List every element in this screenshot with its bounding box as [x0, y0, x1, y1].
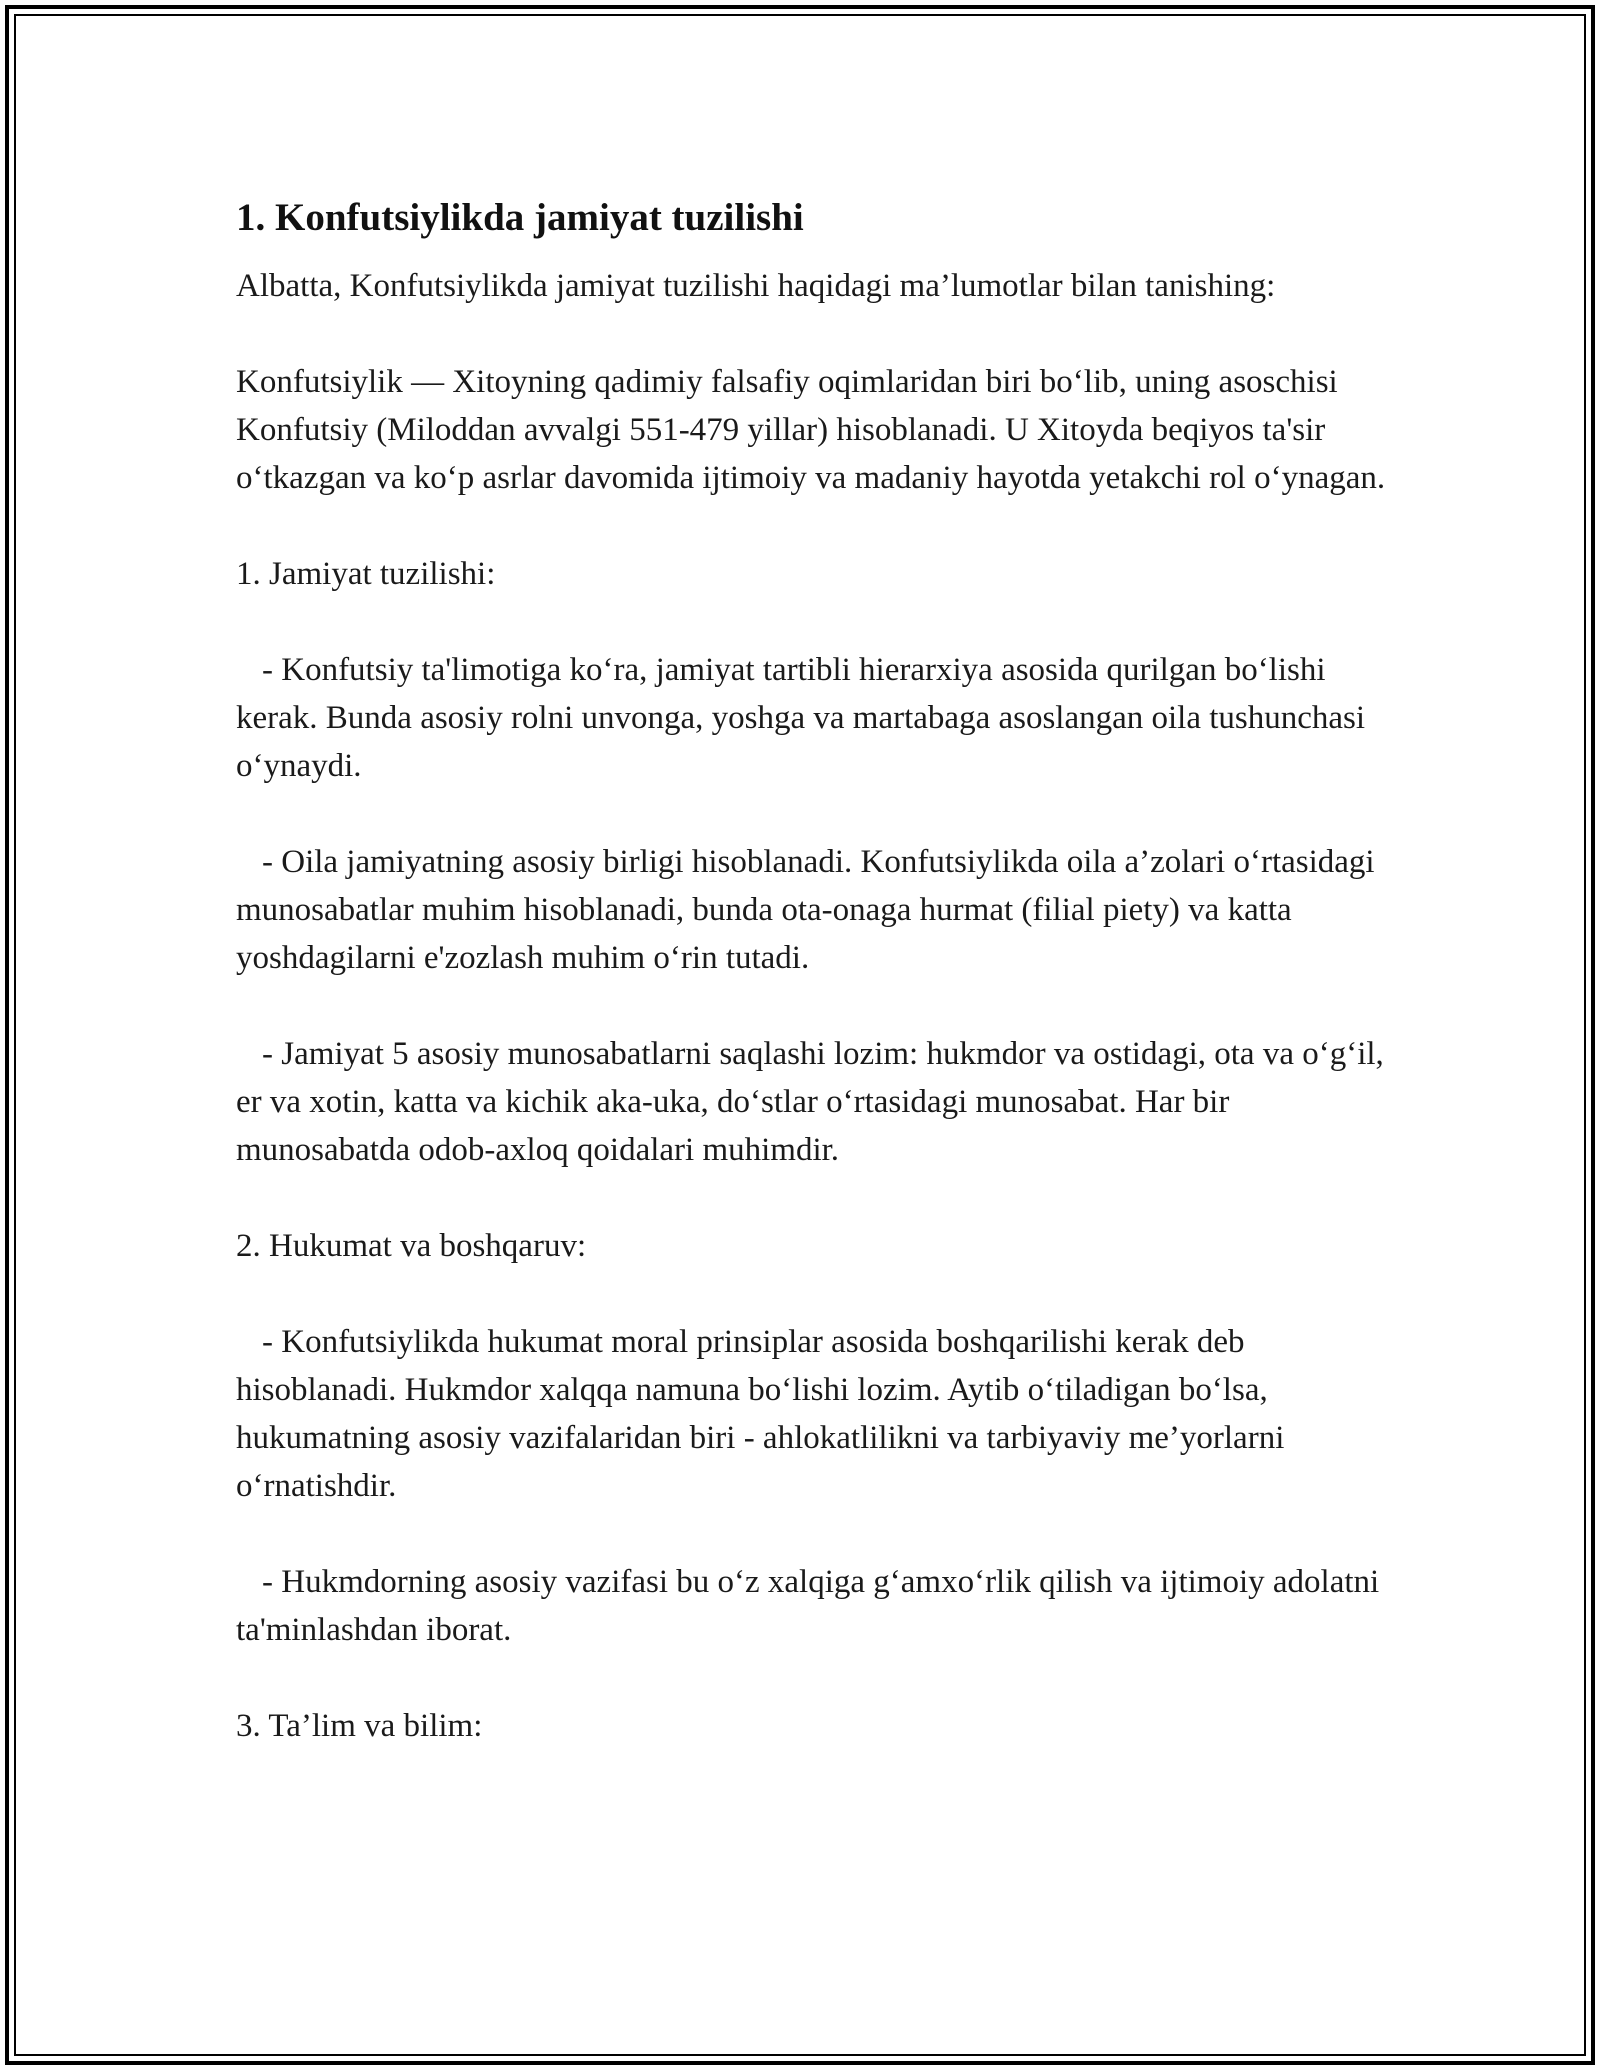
section-heading-society: 1. Jamiyat tuzilishi: — [236, 556, 496, 592]
intro-paragraph: Albatta, Konfutsiylikda jamiyat tuzilishi haqidagi ma’lumotlar bilan tanishing: — [236, 268, 1276, 304]
bullet-moral-government: - Konfutsiylikda hukumat moral prinsiplar asosida boshqarilishi kerak deb hisoblanadi. Hukmdor xalqqa namuna boʻlishi lozim. Aytib oʻtiladigan boʻlsa, hukumatning asosiy vazifalaridan biri - ahlokatlilikni va tarbiyaviy me’yorlarni oʻrnatishdir. — [236, 1324, 1293, 1504]
bullet-ruler-duty: - Hukmdorning asosiy vazifasi bu oʻz xalqiga gʻamxoʻrlik qilish va ijtimoiy adolatni ta'minlashdan iborat. — [236, 1564, 1388, 1648]
bullet-family: - Oila jamiyatning asosiy birligi hisoblanadi. Konfutsiylikda oila a’zolari oʻrtasidagi munosabatlar muhim hisoblanadi, bunda ota-onaga hurmat (filial piety) va katta yoshdagilarni e'zozlash muhim oʻrin tutadi. — [236, 844, 1383, 976]
document-body — [236, 190, 1393, 1750]
section-heading-government: 2. Hukumat va boshqaruv: — [236, 1228, 587, 1264]
document-heading: 1. Konfutsiylikda jamiyat tuzilishi — [236, 196, 804, 239]
bullet-hierarchy: - Konfutsiy ta'limotiga koʻra, jamiyat tartibli hierarxiya asosida qurilgan boʻlishi kerak. Bunda asosiy rolni unvonga, yoshga va martabaga asoslangan oila tushunchasi oʻynaydi. — [236, 652, 1374, 784]
section-heading-education: 3. Ta’lim va bilim: — [236, 1708, 483, 1744]
bullet-relationships: - Jamiyat 5 asosiy munosabatlarni saqlashi lozim: hukmdor va ostidagi, ota va oʻgʻil, er va xotin, katta va kichik aka-uka, doʻstlar oʻrtasidagi munosabat. Har bir munosabatda odob-axloq qoidalari muhimdir. — [236, 1036, 1393, 1168]
overview-paragraph: Konfutsiylik — Xitoyning qadimiy falsafiy oqimlaridan biri boʻlib, uning asoschisi Konfutsiy (Miloddan avvalgi 551-479 yillar) hisoblanadi. U Xitoyda beqiyos ta'sir oʻtkazgan va koʻp asrlar davomida ijtimoiy va madaniy hayotda yetakchi rol oʻynagan. — [236, 364, 1386, 496]
